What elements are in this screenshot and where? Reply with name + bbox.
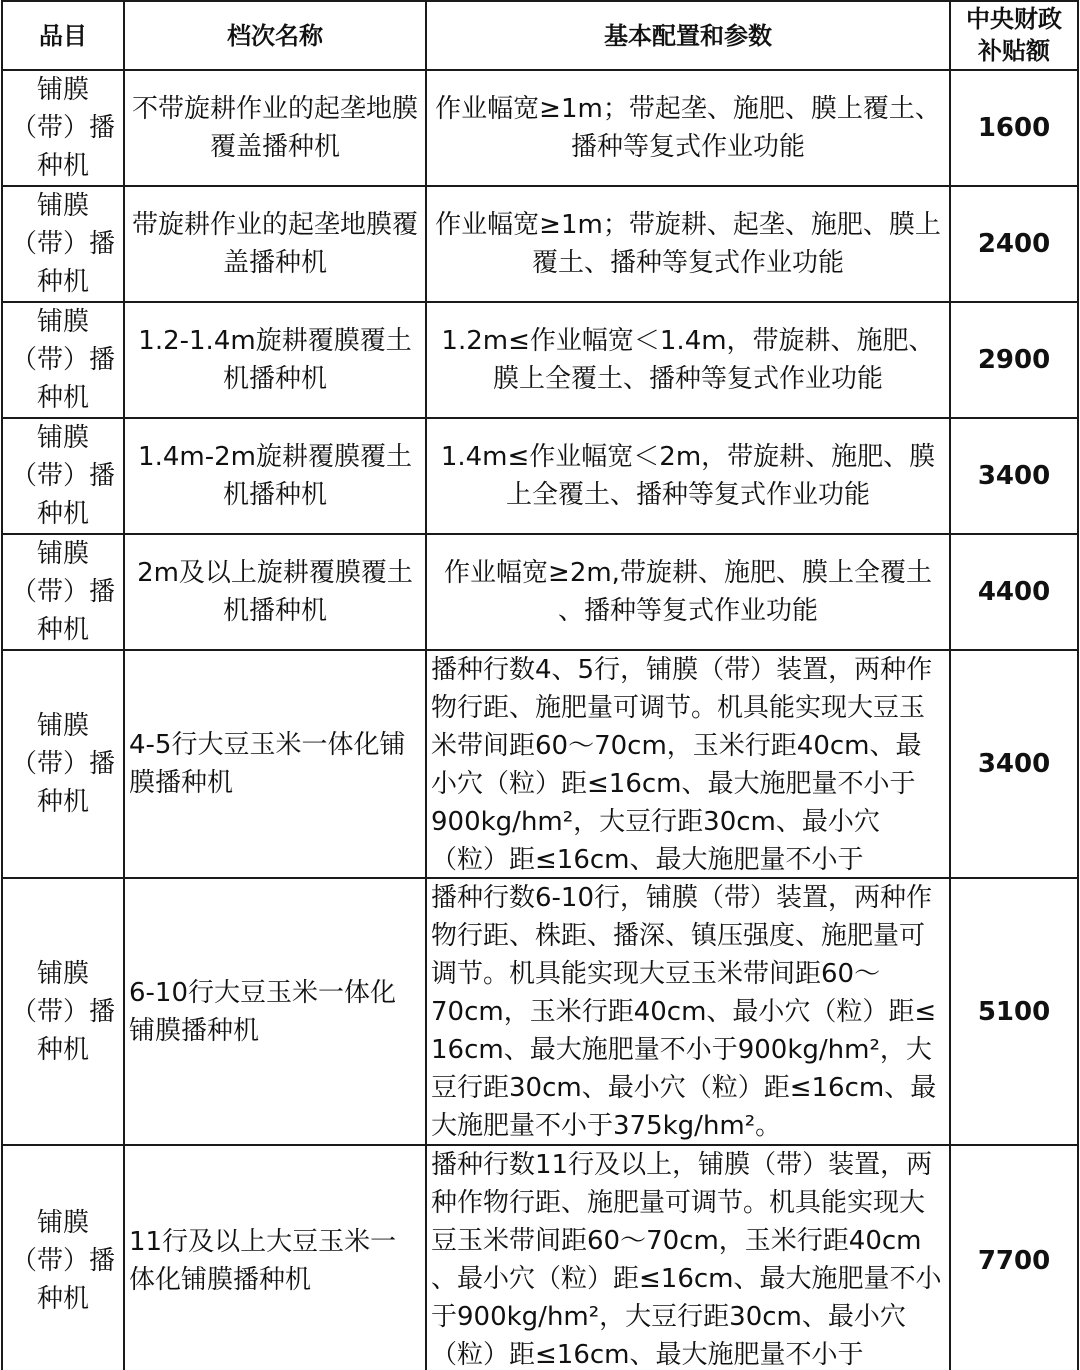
subsidy-amount-cell: 4400 [950, 534, 1078, 650]
table-row [2, 70, 1078, 186]
header-row [2, 1, 1078, 70]
grade-cell: 6-10行大豆玉米一体化 铺膜播种机 [124, 878, 426, 1145]
spec-cell: 1.2m≤作业幅宽＜1.4m，带旋耕、施肥、 膜上全覆土、播种等复式作业功能 [426, 302, 950, 418]
subsidy-amount-cell: 7700 [950, 1145, 1078, 1370]
category-cell: 铺膜 （带）播 种机 [2, 302, 124, 418]
spec-text: 播种行数11行及以上，铺膜（带）装置，两 种作物行距、施肥量可调节。机具能实现大 豆玉米带间距60～70cm，玉米行距40cm 、最小穴（粒）距≤16cm、最大施肥量不小 于900kg/hm²，大豆行距30cm、最小穴 （粒）距≤16cm、最大施肥量不小于 [431, 1150, 942, 1370]
grade-cell: 1.4m-2m旋耕覆膜覆土 机播种机 [124, 418, 426, 534]
subsidy-amount-cell: 1600 [950, 70, 1078, 186]
subsidy-table [1, 0, 1079, 1370]
grade-cell: 4-5行大豆玉米一体化铺 膜播种机 [124, 650, 426, 878]
spec-cell: 作业幅宽≥2m,带旋耕、施肥、膜上全覆土 、播种等复式作业功能 [426, 534, 950, 650]
category-cell: 铺膜 （带）播 种机 [2, 878, 124, 1145]
table-row [2, 1145, 1078, 1370]
grade-cell: 不带旋耕作业的起垄地膜 覆盖播种机 [124, 70, 426, 186]
category-cell: 铺膜 （带）播 种机 [2, 70, 124, 186]
subsidy-amount-cell: 3400 [950, 418, 1078, 534]
header-grade: 档次名称 [124, 1, 426, 70]
grade-cell: 带旋耕作业的起垄地膜覆 盖播种机 [124, 186, 426, 302]
spec-text: 播种行数4、5行，铺膜（带）装置，两种作 物行距、施肥量可调节。机具能实现大豆玉 米带间距60～70cm，玉米行距40cm、最 小穴（粒）距≤16cm、最大施肥量不小于 900kg/hm²，大豆行距30cm、最小穴 （粒）距≤16cm、最大施肥量不小于 [431, 655, 933, 875]
category-cell: 铺膜 （带）播 种机 [2, 534, 124, 650]
header-spec: 基本配置和参数 [426, 1, 950, 70]
subsidy-amount-cell: 5100 [950, 878, 1078, 1145]
header-category: 品目 [2, 1, 124, 70]
subsidy-amount-cell: 3400 [950, 650, 1078, 878]
category-cell: 铺膜 （带）播 种机 [2, 418, 124, 534]
table-row [2, 878, 1078, 1145]
subsidy-amount-cell: 2400 [950, 186, 1078, 302]
table-row [2, 418, 1078, 534]
category-cell: 铺膜 （带）播 种机 [2, 1145, 124, 1370]
spec-cell: 1.4m≤作业幅宽＜2m，带旋耕、施肥、膜 上全覆土、播种等复式作业功能 [426, 418, 950, 534]
table-row [2, 534, 1078, 650]
table-row [2, 650, 1078, 878]
spec-cell: 作业幅宽≥1m；带起垄、施肥、膜上覆土、 播种等复式作业功能 [426, 70, 950, 186]
table-row [2, 302, 1078, 418]
spec-cell [426, 1145, 950, 1370]
grade-cell: 1.2-1.4m旋耕覆膜覆土 机播种机 [124, 302, 426, 418]
spec-cell [426, 878, 950, 1145]
category-cell: 铺膜 （带）播 种机 [2, 650, 124, 878]
spec-text: 播种行数6-10行，铺膜（带）装置，两种作 物行距、株距、播深、镇压强度、施肥量可 调节。机具能实现大豆玉米带间距60～ 70cm，玉米行距40cm、最小穴（粒）距≤ 16cm、最大施肥量不小于900kg/hm²，大 豆行距30cm、最小穴（粒）距≤16cm、最 大施肥量不小于375kg/hm²。 [431, 883, 937, 1141]
subsidy-amount-cell: 2900 [950, 302, 1078, 418]
grade-cell: 2m及以上旋耕覆膜覆土 机播种机 [124, 534, 426, 650]
spec-cell: 作业幅宽≥1m；带旋耕、起垄、施肥、膜上 覆土、播种等复式作业功能 [426, 186, 950, 302]
table-row [2, 186, 1078, 302]
grade-cell: 11行及以上大豆玉米一 体化铺膜播种机 [124, 1145, 426, 1370]
category-cell: 铺膜 （带）播 种机 [2, 186, 124, 302]
spec-cell [426, 650, 950, 878]
header-subsidy: 中央财政 补贴额 [950, 1, 1078, 70]
